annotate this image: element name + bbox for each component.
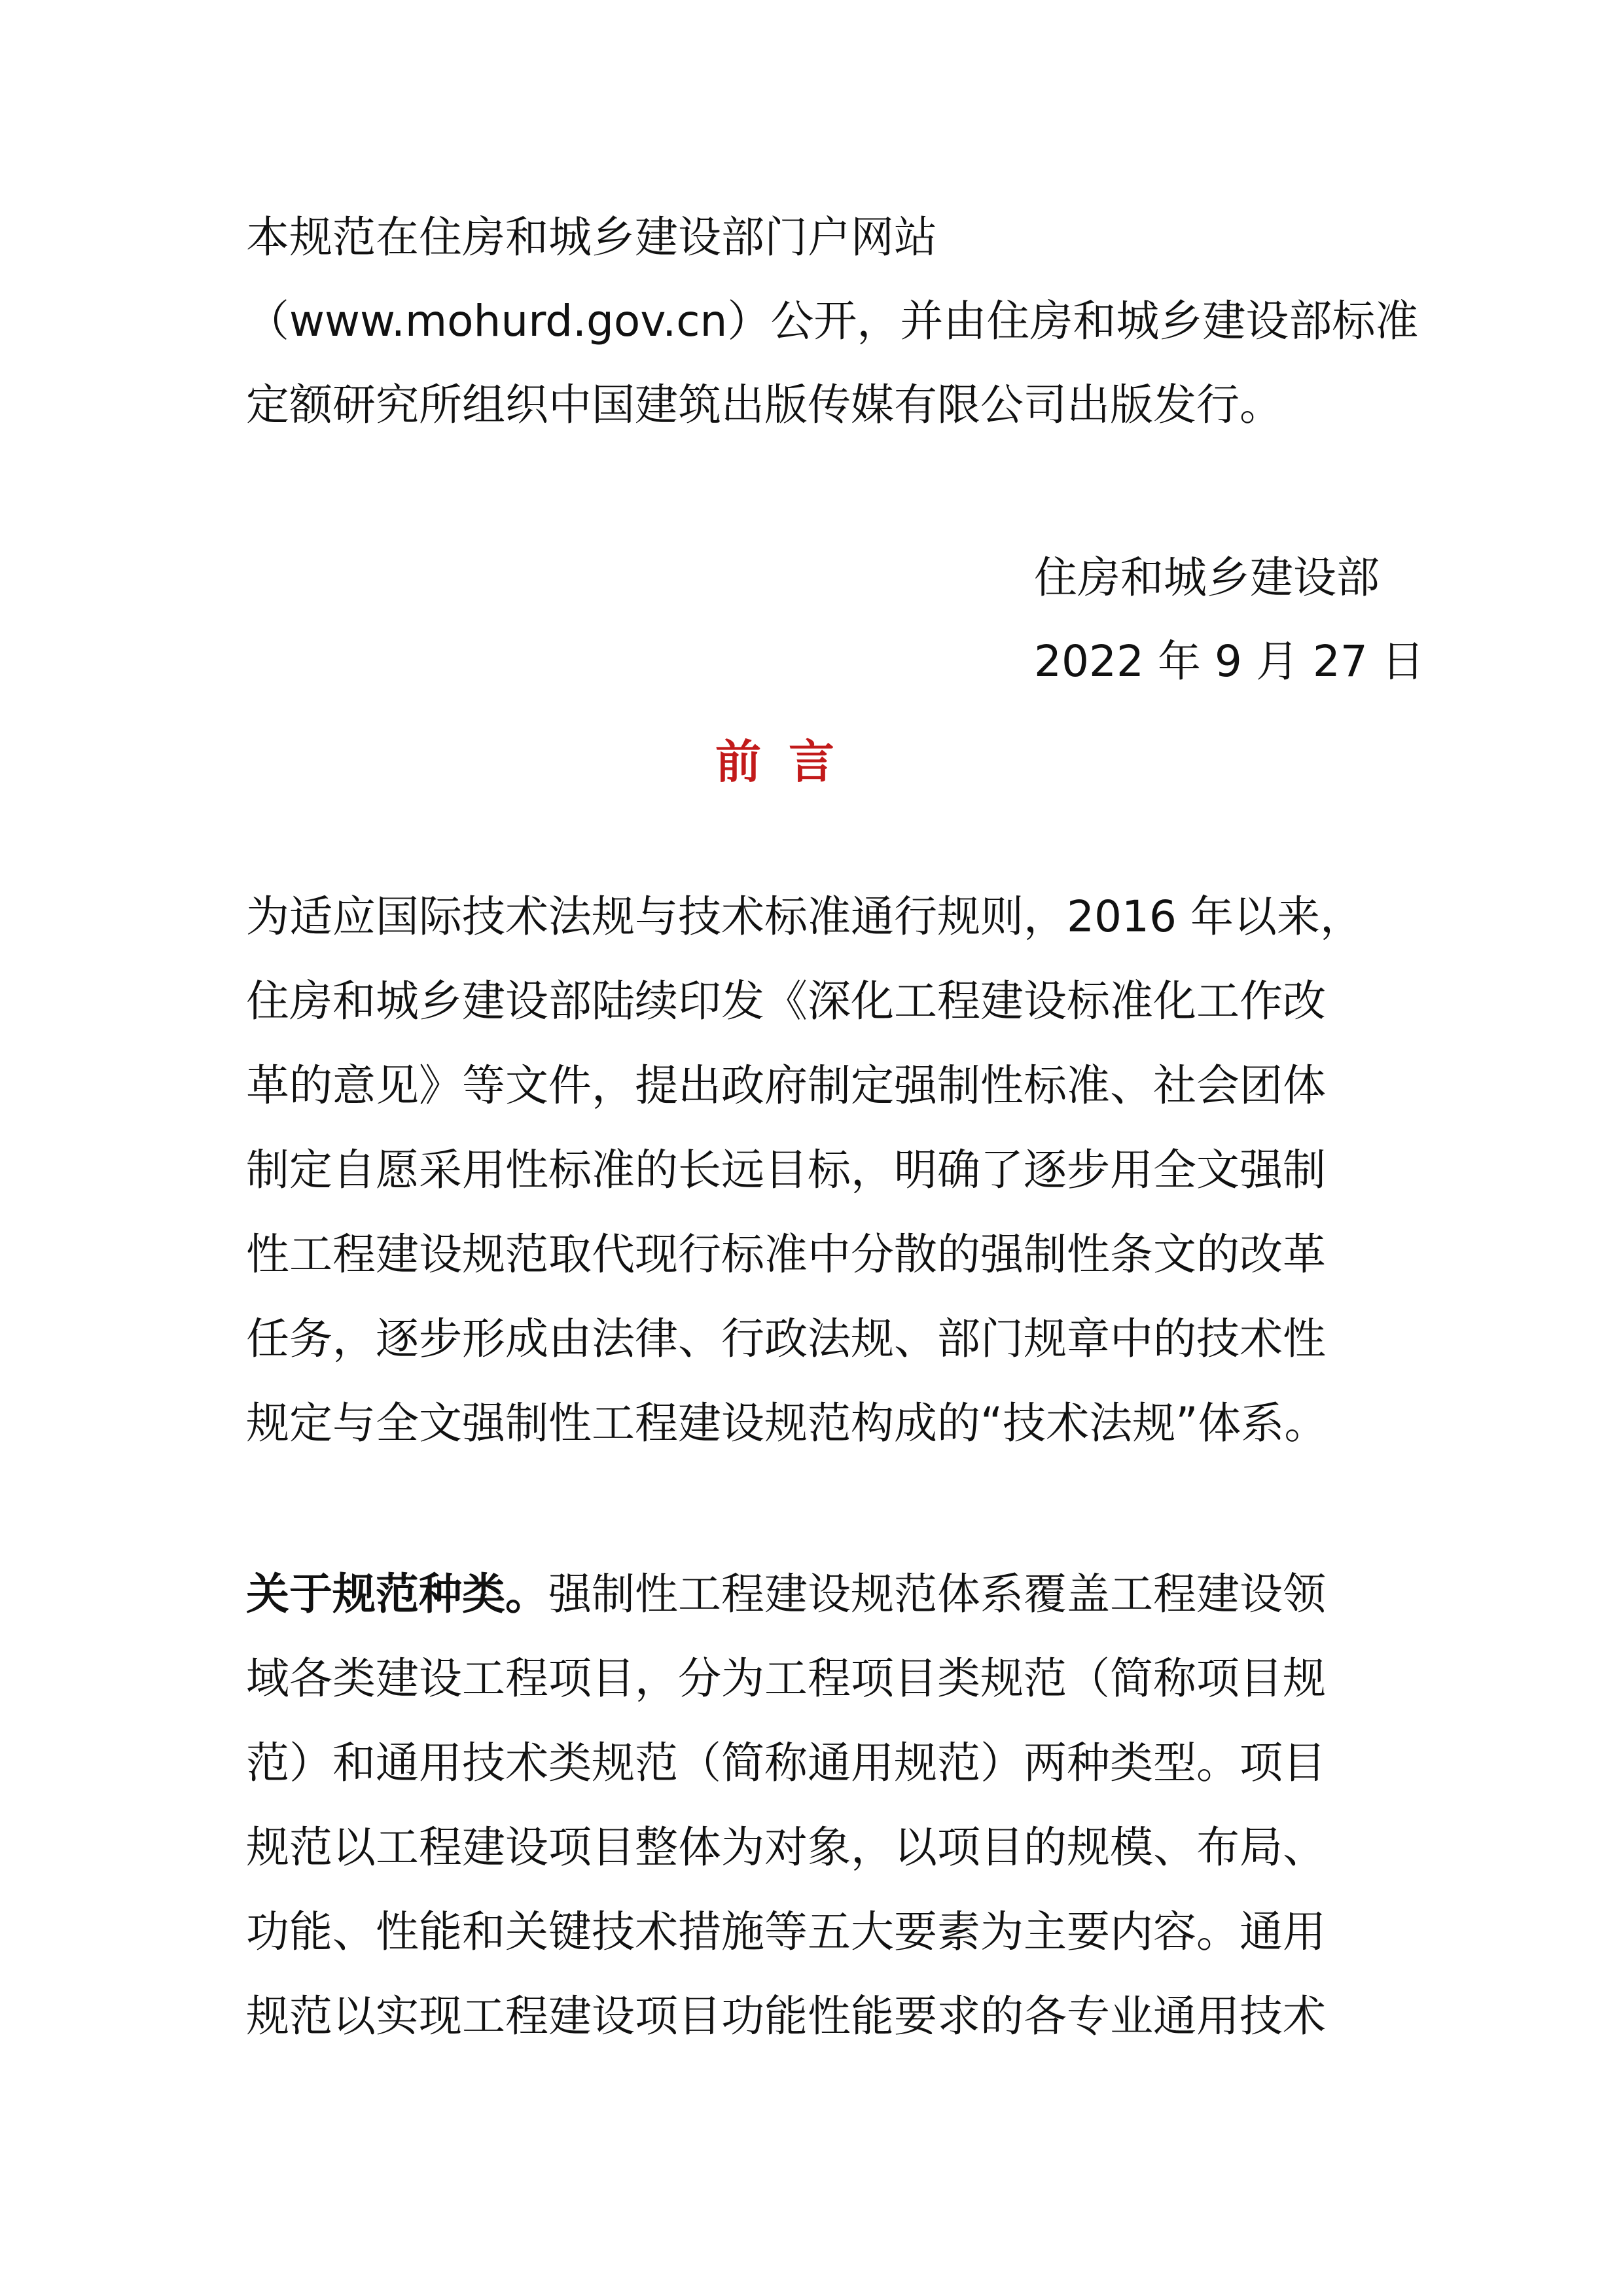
issue-date: 2022 年 9 月 27 日 [1034, 636, 1425, 687]
paragraph-line: 住房和城乡建设部陆续印发《深化工程建设标准化工作改 [246, 976, 1326, 1026]
paragraph-line: 为适应国际技术法规与技术标准通行规则，2016 年以来， [246, 891, 1363, 942]
paragraph-line: 功能、性能和关键技术措施等五大要素为主要内容。通用 [246, 1907, 1326, 1957]
paragraph-line: 任务，逐步形成由法律、行政法规、部门规章中的技术性 [246, 1314, 1326, 1364]
paragraph-line: 革的意见》等文件，提出政府制定强制性标准、社会团体 [246, 1060, 1326, 1111]
paragraph-line: 规定与全文强制性工程建设规范构成的“技术法规”体系。 [246, 1398, 1328, 1448]
paragraph-line: 规范以实现工程建设项目功能性能要求的各专业通用技术 [246, 1991, 1326, 2041]
paragraph-line: 规范以工程建设项目整体为对象，以项目的规模、布局、 [246, 1822, 1326, 1873]
paragraph-line: 性工程建设规范取代现行标准中分散的强制性条文的改革 [246, 1229, 1326, 1280]
preface-heading: 前言 [715, 735, 862, 789]
intro-line-3: 定额研究所组织中国建筑出版传媒有限公司出版发行。 [246, 380, 1283, 430]
intro-line-1: 本规范在住房和城乡建设部门户网站 [246, 212, 937, 262]
paragraph-line: 制定自愿采用性标准的长远目标，明确了逐步用全文强制 [246, 1145, 1326, 1195]
section-lead: 关于规范种类。 [246, 1569, 548, 1619]
paragraph-line: 域各类建设工程项目，分为工程项目类规范（简称项目规 [246, 1653, 1326, 1704]
intro-line-2: （www.mohurd.gov.cn）公开，并由住房和城乡建设部标准 [246, 296, 1419, 346]
issuer: 住房和城乡建设部 [1034, 552, 1380, 603]
section-lead-rest: 强制性工程建设规范体系覆盖工程建设领 [548, 1569, 1326, 1619]
paragraph-line: 范）和通用技术类规范（简称通用规范）两种类型。项目 [246, 1738, 1326, 1788]
paragraph-line-first [246, 1569, 1326, 1619]
